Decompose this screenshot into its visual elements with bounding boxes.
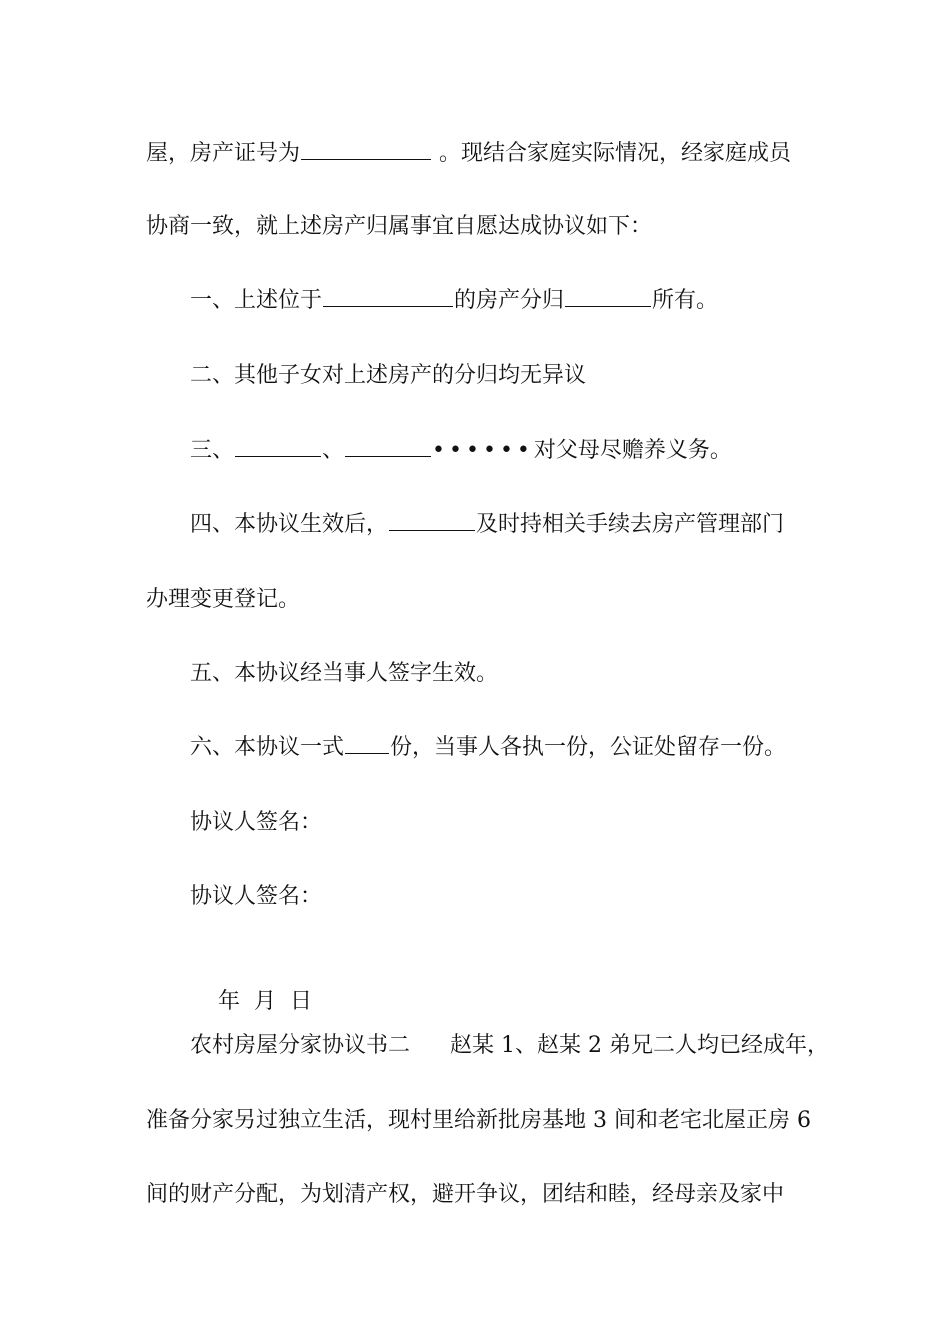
text-segment: 及时持相关手续去房产管理部门: [476, 512, 785, 537]
text-segment: 协议人签名：: [190, 884, 323, 909]
text-segment: 准备分家另过独立生活，现村里给新批房基地 3 间和老宅北屋正房 6: [146, 1108, 811, 1133]
text-segment: 一、上述位于: [190, 288, 323, 313]
clause-1: [190, 286, 870, 316]
fill-in-blank-owner: [565, 286, 651, 307]
paragraph-line-1: [146, 139, 826, 169]
text-segment: 协商一致，就上述房产归属事宜自愿达成协议如下：: [146, 214, 653, 239]
fill-in-blank-location: [323, 286, 453, 307]
fill-in-blank-property-cert: [301, 139, 431, 160]
signature-line-1: [190, 808, 870, 838]
text-segment: 对父母尽赡养义务。: [533, 438, 732, 463]
text-segment: 二、其他子女对上述房产的分归均无异议: [190, 363, 587, 388]
text-segment: 六、本协议一式: [190, 735, 345, 760]
text-segment: 所有。: [652, 288, 719, 313]
fill-in-blank-child-2: [345, 436, 431, 457]
paragraph-line-2: [146, 212, 826, 242]
text-segment: 。现结合家庭实际情况，经家庭成员: [439, 141, 792, 166]
text-segment: 份，当事人各执一份，公证处留存一份。: [390, 735, 787, 760]
text-segment: 五、本协议经当事人签字生效。: [190, 661, 499, 686]
text-segment: 赵某 1、赵某 2 弟兄二人均已经成年，: [450, 1033, 829, 1058]
clause-2: [190, 361, 870, 391]
fill-in-blank-child-1: [235, 436, 321, 457]
paragraph-line-7: [146, 585, 826, 615]
text-segment: 年 月 日: [217, 989, 312, 1014]
signature-line-2: [190, 882, 870, 912]
paragraph-line-15: [146, 1180, 826, 1210]
clause-3: [190, 436, 870, 466]
clause-5: [190, 659, 870, 689]
clause-4: [190, 510, 870, 540]
text-segment: 四、本协议生效后，: [190, 512, 389, 537]
text-segment: 间的财产分配，为划清产权，避开争议，团结和睦，经母亲及家中: [146, 1182, 785, 1207]
clause-6: [190, 733, 870, 763]
text-segment: 、: [322, 438, 345, 463]
section-two-heading-line: [190, 1031, 870, 1061]
fill-in-blank-copies: [345, 733, 389, 754]
ellipsis-dots: ••••••: [432, 438, 534, 463]
text-segment: 协议人签名：: [190, 810, 323, 835]
text-segment: 三、: [190, 438, 235, 463]
section-title: 农村房屋分家协议书二: [190, 1033, 411, 1058]
text-segment: 办理变更登记。: [146, 587, 301, 612]
text-segment: 的房产分归: [454, 288, 565, 313]
paragraph-line-14: [146, 1106, 826, 1136]
text-segment: 屋，房产证号为: [146, 141, 301, 166]
fill-in-blank-responsible: [389, 510, 475, 531]
